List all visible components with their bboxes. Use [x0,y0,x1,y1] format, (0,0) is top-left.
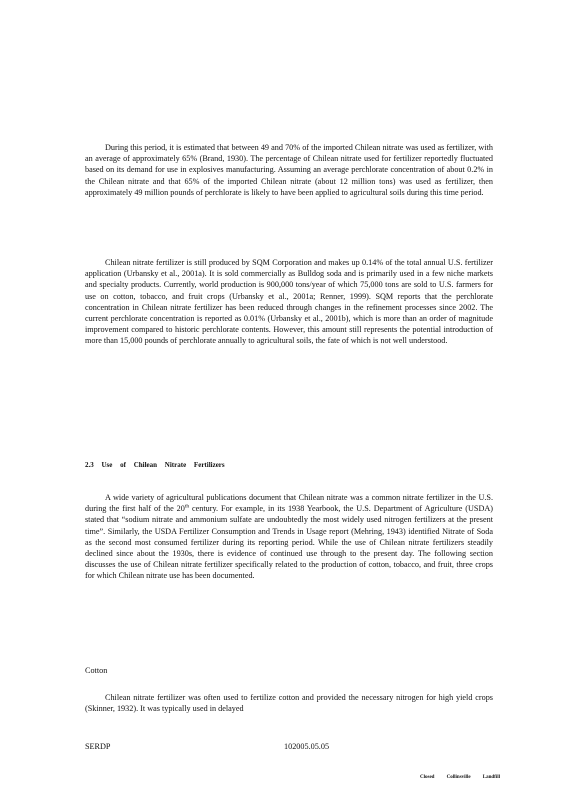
section-heading: 2.3 Use of Chilean Nitrate Fertilizers [85,461,225,469]
paragraph-chilean-nitrate-import-period: During this period, it is estimated that between 49 and 70% of the imported Chilean nitrate was used as fertilizer, with an average of approximately 65% (Brand, 1930). The percentage of Chilean nitrate used for fertilizer reportedly fluctuated based on its demand for use in explosives manufacturing. Assuming an average perchlorate concentration of about 0.2% in the Chilean nitrate and that 65% of the imported Chilean nitrate (about 12 million tons) was used as fertilizer, then approximately 49 million pounds of perchlorate is likely to have been applied to agricultural soils during this time period. [85,143,493,197]
paragraph-text-part-2: century. For example, in its 1938 Yearbook, the U.S. Department of Agriculture (USDA) stated that “sodium nitrate and ammonium sulfate are undoubtedly the most widely used nitrogen fertilizers at the present time”. Similarly, the USDA Fertilizer Consumption and Trends in Usage report (Mehring, 1943) identified Nitrate of Soda as the second most consumed fertilizer during its reporting period. While the use of Chilean nitrate fertilizers steadily declined since about the 1930s, there is evidence of continued use through to the present day. The following section discusses the use of Chilean nitrate fertilizer specifically related to the production of cotton, tobacco, and fruit, three crops for which Chilean nitrate use has been documented. [85,504,494,581]
bottom-label-collinsville: Collinsville [446,775,471,780]
superscript-th: th [184,503,190,510]
paragraph-text-part-1: A wide variety of agricultural publications document that Chilean nitrate was a common nitrate fertilizer in the U.S. during the first half of the 20 [85,493,493,514]
paragraph-chilean-nitrate-current-production: Chilean nitrate fertilizer is still produced by SQM Corporation and makes up 0.14% of the total annual U.S. fertilizer application (Urbansky et al., 2001a). It is sold commercially as Bulldog soda and is primarily used in a few niche markets and specialty products. Currently, world production is 900,000 tons/year of which 75,000 tons are sold to U.S. farmers for use on cotton, tobacco, and fruit crops (Urbansky et al., 2001a; Renner, 1999). SQM reports that the perchlorate concentration in Chilean nitrate fertilizer has been reduced through changes in the refinement processes since 2002. The current perchlorate concentration is reported as 0.01% (Urbansky et al., 2001b), which is more than an order of magnitude improvement compared to historic perchlorate contents. However, this amount still represents the potential introduction of more than 15,000 pounds of perchlorate annually to agricultural soils, the fate of which is not well understood. [85,258,493,346]
bottom-label-landfill: Landfill [482,775,500,780]
subheading-cotton: Cotton [85,666,108,675]
bottom-label-closed: Closed [420,775,435,780]
bottom-site-labels [420,775,500,780]
footer-document-number: 102005.05.05 [284,742,330,751]
paragraph-cotton: Chilean nitrate fertilizer was often used to fertilize cotton and provided the necessary nitrogen for high yield crops (Skinner, 1932). It was typically used in delayed [85,693,493,714]
paragraph-agricultural-publications [85,492,493,582]
footer-organization: SERDP [85,742,111,751]
